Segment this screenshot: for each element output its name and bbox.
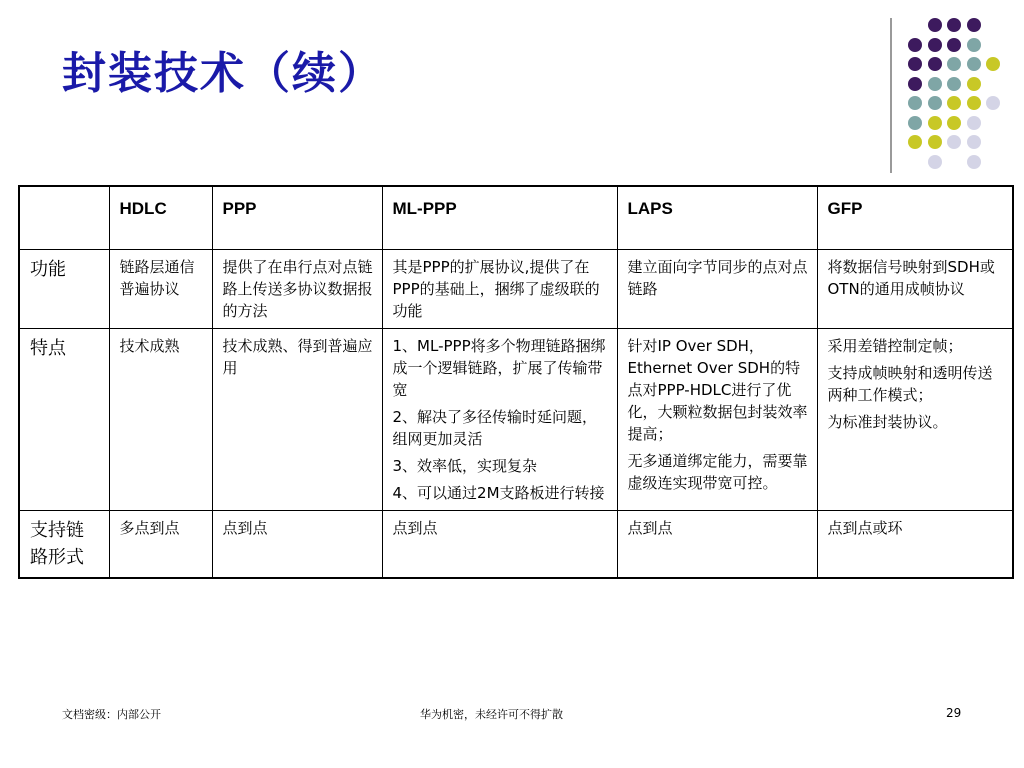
decorative-dot: [908, 57, 922, 71]
table-header-row: [19, 186, 1013, 250]
cell-paragraph: 针对IP Over SDH，Ethernet Over SDH的特点对PPP-HDLC进行了优化，大颗粒数据包封装效率提高；: [627, 337, 808, 443]
cell-paragraph: 建立面向字节同步的点对点链路: [627, 258, 808, 298]
slide-title: 封装技术（续）: [62, 48, 384, 99]
decorative-dot: [947, 77, 961, 91]
cell-link-form-laps: [617, 511, 817, 579]
decorative-dot: [947, 135, 961, 149]
cell-paragraph: 多点到点: [119, 519, 180, 537]
cell-link-form-ml-ppp: [382, 511, 617, 579]
table-row-features: [19, 329, 1013, 511]
decorative-dot-grid: [908, 18, 1008, 168]
title-divider-line: [890, 18, 892, 173]
cell-function-gfp: [817, 250, 1013, 329]
header-ppp: PPP: [212, 186, 382, 250]
decorative-dot: [908, 96, 922, 110]
decorative-dot: [967, 96, 981, 110]
cell-paragraph: 点到点: [222, 519, 268, 537]
cell-paragraph: 3、效率低，实现复杂: [392, 457, 538, 475]
header-corner: [19, 186, 109, 250]
table-row-link-form: [19, 511, 1013, 579]
cell-function-ml-ppp: [382, 250, 617, 329]
cell-paragraph: 点到点: [627, 519, 673, 537]
cell-paragraph: 4、可以通过2M支路板进行转接: [392, 484, 605, 502]
cell-paragraph: 技术成熟: [119, 337, 180, 355]
decorative-dot: [928, 116, 942, 130]
decorative-dot: [928, 57, 942, 71]
decorative-dot: [928, 155, 942, 169]
decorative-dot: [967, 18, 981, 32]
decorative-dot: [947, 116, 961, 130]
page-number: 29: [946, 706, 962, 720]
cell-link-form-gfp: [817, 511, 1013, 579]
cell-features-ppp: [212, 329, 382, 511]
decorative-dot: [967, 38, 981, 52]
cell-paragraph: 2、解决了多径传输时延问题，组网更加灵活: [392, 408, 598, 448]
decorative-dot: [947, 96, 961, 110]
footer-confidential: 华为机密，未经许可不得扩散: [420, 708, 563, 721]
footer-classification: 文档密级：内部公开: [62, 708, 161, 721]
decorative-dot: [947, 18, 961, 32]
cell-features-laps: [617, 329, 817, 511]
cell-paragraph: 提供了在串行点对点链路上传送多协议数据报的方法: [222, 258, 373, 320]
decorative-dot: [908, 116, 922, 130]
row-label-features: 特点: [19, 329, 109, 511]
row-label-function: 功能: [19, 250, 109, 329]
decorative-dot: [967, 77, 981, 91]
decorative-dot: [928, 18, 942, 32]
header-ml-ppp: ML-PPP: [382, 186, 617, 250]
cell-paragraph: 链路层通信普遍协议: [119, 258, 195, 298]
decorative-dot: [986, 57, 1000, 71]
cell-features-hdlc: [109, 329, 212, 511]
decorative-dot: [947, 38, 961, 52]
decorative-dot: [908, 77, 922, 91]
cell-paragraph: 技术成熟、得到普遍应用: [222, 337, 373, 377]
header-laps: LAPS: [617, 186, 817, 250]
cell-paragraph: 将数据信号映射到SDH或OTN的通用成帧协议: [827, 258, 995, 298]
cell-function-laps: [617, 250, 817, 329]
cell-features-ml-ppp: [382, 329, 617, 511]
decorative-dot: [928, 96, 942, 110]
cell-paragraph: 其是PPP的扩展协议,提供了在PPP的基础上，捆绑了虚级联的功能: [392, 258, 600, 320]
cell-paragraph: 点到点: [392, 519, 438, 537]
header-hdlc: HDLC: [109, 186, 212, 250]
cell-paragraph: 支持成帧映射和透明传送两种工作模式；: [827, 364, 993, 404]
decorative-dot: [947, 57, 961, 71]
decorative-dot: [928, 38, 942, 52]
decorative-dot: [928, 77, 942, 91]
cell-paragraph: 采用差错控制定帧；: [827, 337, 963, 355]
decorative-dot: [928, 135, 942, 149]
cell-function-ppp: [212, 250, 382, 329]
cell-features-gfp: [817, 329, 1013, 511]
decorative-dot: [967, 135, 981, 149]
cell-link-form-hdlc: [109, 511, 212, 579]
row-label-link-form: 支持链路形式: [19, 511, 109, 579]
comparison-table: [18, 185, 1014, 579]
cell-function-hdlc: [109, 250, 212, 329]
cell-paragraph: 为标准封装协议。: [827, 413, 948, 431]
decorative-dot: [986, 96, 1000, 110]
cell-paragraph: 点到点或环: [827, 519, 903, 537]
cell-paragraph: 1、ML-PPP将多个物理链路捆绑成一个逻辑链路，扩展了传输带宽: [392, 337, 606, 399]
header-gfp: GFP: [817, 186, 1013, 250]
table-row-function: [19, 250, 1013, 329]
decorative-dot: [967, 155, 981, 169]
decorative-dot: [908, 38, 922, 52]
decorative-dot: [908, 135, 922, 149]
decorative-dot: [967, 57, 981, 71]
cell-paragraph: 无多通道绑定能力，需要靠虚级连实现带宽可控。: [627, 452, 808, 492]
cell-link-form-ppp: [212, 511, 382, 579]
decorative-dot: [967, 116, 981, 130]
